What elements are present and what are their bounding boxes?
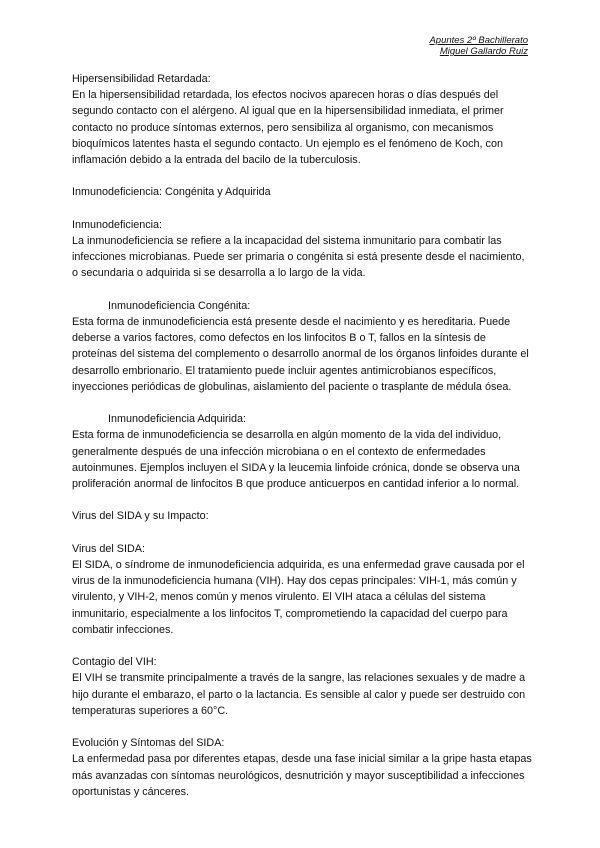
adquirida-title: Inmunodeficiencia Adquirida: — [108, 413, 247, 426]
adquirida-text: Esta forma de inmunodeficiencia se desarrolla en algún momento de la vida del individuo, generalmente después de una infección microbiana o en el contexto de enfermedades autoinmunes. Ejemplos incluyen el SIDA y la leucemia linfoide crónica, donde se observa una proliferación anormal de linfocitos B que produce anticuerpos en cantidad inferior a lo normal. — [72, 429, 520, 491]
inmunodeficiencia-title: Inmunodeficiencia: — [72, 218, 163, 231]
hipersensibilidad-title: Hipersensibilidad Retardada: — [72, 73, 211, 85]
virus-text: El SIDA, o síndrome de inmunodeficiencia adquirida, es una enfermedad grave causada por el virus de la inmunodeficiencia humana (VIH). Hay dos cepas principales: VIH-1, más común y virulento, y VIH-2, menos común y menos virulento. El VIH ataca a células del sistema inmunitario, especialmente a los linfocitos T, comprometiendo la capacidad del cuerpo para combatir infecciones. — [72, 559, 525, 636]
virus-heading: Virus del SIDA y su Impacto: — [72, 510, 209, 523]
congenita-text: Esta forma de inmunodeficiencia está presente desde el nacimiento y es hereditaria. Puede deberse a varios factores, como defectos en los linfocitos B o T, fallos en la síntesis de proteínas del sistema del complemento o desarrollo anormal de los órganos linfoides durante el desarrollo embrionario. El tratamiento puede incluir agentes antimicrobianos específicos, inyecciones periódicas de globulinas, aislamiento del paciente o trasplante de médula ósea. — [72, 316, 529, 393]
evolucion-title: Evolución y Síntomas del SIDA: — [72, 737, 225, 750]
header-author: Miguel Gallardo Ruiz — [439, 46, 528, 57]
header-course: Apuntes 2º Bachillerato — [429, 35, 528, 46]
contagio-text: El VIH se transmite principalmente a través de la sangre, las relaciones sexuales y de madre a hijo durante el embarazo, el parto o la lactancia. Es sensible al calor y puede ser destruido con temperaturas superiores a 60°C. — [72, 672, 526, 717]
inmunodeficiencia-heading: Inmunodeficiencia: Congénita y Adquirida — [72, 186, 271, 199]
document-body — [72, 71, 532, 800]
page-header — [429, 35, 528, 57]
contagio-title: Contagio del VIH: — [72, 656, 157, 669]
congenita-title: Inmunodeficiencia Congénita: — [108, 299, 251, 312]
virus-title: Virus del SIDA: — [72, 542, 146, 555]
evolucion-text: La enfermedad pasa por diferentes etapas, desde una fase inicial similar a la gripe hasta etapas más avanzadas con síntomas neurológicos, desnutrición y mayor susceptibilidad a infecciones oportunistas y cánceres. — [72, 753, 532, 798]
inmunodeficiencia-text: La inmunodeficiencia se refiere a la incapacidad del sistema inmunitario para combatir las infecciones microbianas. Puede ser primaria o congénita si está presente desde el nacimiento, o secundaria o adquirida si se desarrolla a lo largo de la vida. — [72, 235, 525, 280]
hipersensibilidad-text: En la hipersensibilidad retardada, los efectos nocivos aparecen horas o días después del segundo contacto con el alérgeno. Al igual que en la hipersensibilidad inmediata, el primer contacto no produce síntomas externos, pero sensibiliza al organismo, con mecanismos bioquímicos latentes hasta el segundo contacto. Un ejemplo es el fenómeno de Koch, con inflamación debido a la entrada del bacilo de la tuberculosis. — [72, 89, 504, 167]
